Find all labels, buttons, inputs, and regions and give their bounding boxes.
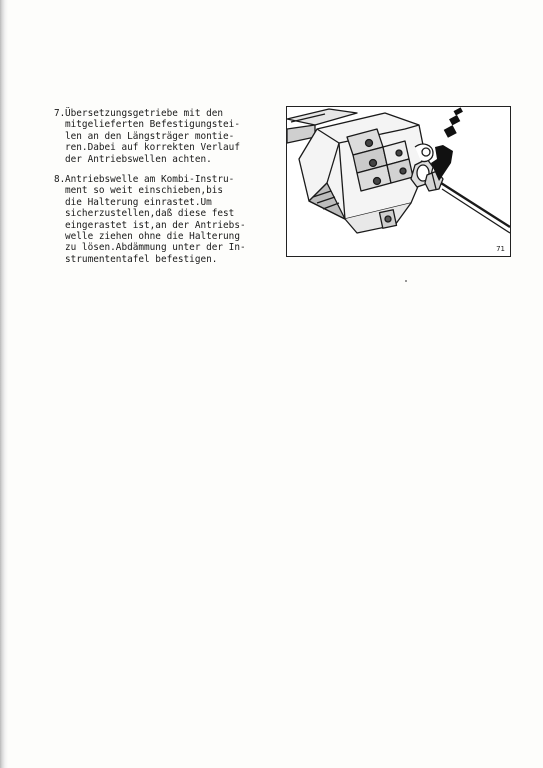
step-text-line: Antriebswelle am Kombi-Instru- — [65, 174, 235, 185]
step-text-line: mitgelieferten Befestigungstei- — [65, 119, 240, 131]
step-text-line: Übersetzungsgetriebe mit den — [65, 108, 224, 119]
arrow-icon — [431, 107, 463, 181]
step-text-line: len an den Längsträger montie- — [65, 130, 235, 142]
figure-number: 71 — [496, 245, 505, 253]
instruction-step-7 — [54, 108, 240, 165]
instruction-step-8 — [54, 174, 246, 265]
step-text-line: die Halterung einrastet.Um — [65, 196, 212, 208]
step-text-line: welle ziehen ohne die Halterung — [65, 231, 240, 243]
step-text-line: der Antriebswellen achten. — [65, 153, 212, 165]
step-number: 7. — [54, 108, 66, 119]
scan-speck — [405, 280, 407, 282]
step-text-line: sicherzustellen,daß diese fest — [65, 208, 235, 220]
step-text-line: zu lösen.Abdämmung unter der In- — [65, 242, 246, 254]
step-text-line: ren.Dabei auf korrekten Verlauf — [65, 142, 240, 154]
step-text-line: ment so weit einschieben,bis — [65, 185, 224, 197]
step-number: 8. — [54, 174, 66, 185]
step-text-line: strumententafel befestigen. — [65, 253, 218, 265]
gearbox-drawing — [287, 107, 510, 256]
page-binding-edge — [0, 0, 8, 768]
transmission-illustration — [286, 106, 511, 257]
step-text-line: eingerastet ist,an der Antriebs- — [65, 219, 246, 231]
